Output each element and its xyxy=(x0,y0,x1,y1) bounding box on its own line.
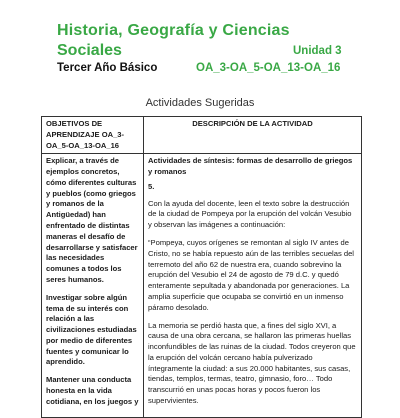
activity-paragraph: La memoria se perdió hasta que, a fines del siglo XVI, a causa de una obra cercana, se hallaron las primeras huellas inconfundibles de las ruinas de la ciudad. Todos creyeron que la erupción del volcán cercano había pulverizado íntegramente la ciudad: a sus 20.000 habitantes, sus casas, tiendas, templos, termas, teatro, gimnasio, foro… Todo transcurrió en unas pocas horas y pocos fueron los supervivientes. xyxy=(148,320,356,405)
grade-label: Tercer Año Básico xyxy=(57,62,158,74)
unit-label: Unidad 3 xyxy=(293,45,342,57)
objectives-column-header: OBJETIVOS DE APRENDIZAJE OA_3-OA_5-OA_13-OA_16 xyxy=(42,117,144,154)
activity-paragraph: Con la ayuda del docente, leen el texto sobre la destrucción de la ciudad de Pompeya por la erupción del volcán Vesubio y observan las imágenes a continuación: xyxy=(148,198,352,230)
activity-title: Actividades de síntesis: formas de desarrollo de griegos y romanos xyxy=(148,156,353,177)
subject-title-line2: Sociales xyxy=(57,42,122,59)
table-header-row xyxy=(42,117,362,154)
activity-paragraph: “Pompeya, cuyos orígenes se remontan al siglo IV antes de Cristo, no se había repuesto aún de las terribles secuelas del terremoto del año 62 de nuestra era, cuando sobrevino la erupción del Vesubio el 24 de agosto de 79 d.C. y quedó enteramente sepultada y abandonada por generaciones. La amplia superficie que ocupaba se convirtió en un inmenso páramo desolado. xyxy=(148,238,354,312)
objective-codes: OA_3-OA_5-OA_13-OA_16 xyxy=(196,62,341,74)
activity-number: 5. xyxy=(148,181,155,191)
objective-item: Explicar, a través de ejemplos concretos, cómo diferentes culturas y pueblos (como griegos y romanos de la Antigüedad) han enfrentado de distintas maneras el desafío de desarrollarse y satisfacer las necesidades comunes a todos los seres humanos. xyxy=(46,156,138,284)
table-row xyxy=(42,154,362,417)
section-title: Actividades Sugeridas xyxy=(145,97,255,109)
objective-item: Mantener una conducta honesta en la vida cotidiana, en los juegos y xyxy=(46,375,139,406)
objective-item: Investigar sobre algún tema de su interés con relación a las civilizaciones estudiadas por medio de diferentes fuentes y comunicar lo aprendido. xyxy=(46,292,137,367)
activity-column-header: DESCRIPCIÓN DE LA ACTIVIDAD xyxy=(144,117,362,154)
objectives-cell xyxy=(42,154,144,417)
activities-table xyxy=(41,116,362,418)
activity-cell xyxy=(144,154,362,417)
subject-title-line1: Historia, Geografía y Ciencias xyxy=(57,22,290,39)
